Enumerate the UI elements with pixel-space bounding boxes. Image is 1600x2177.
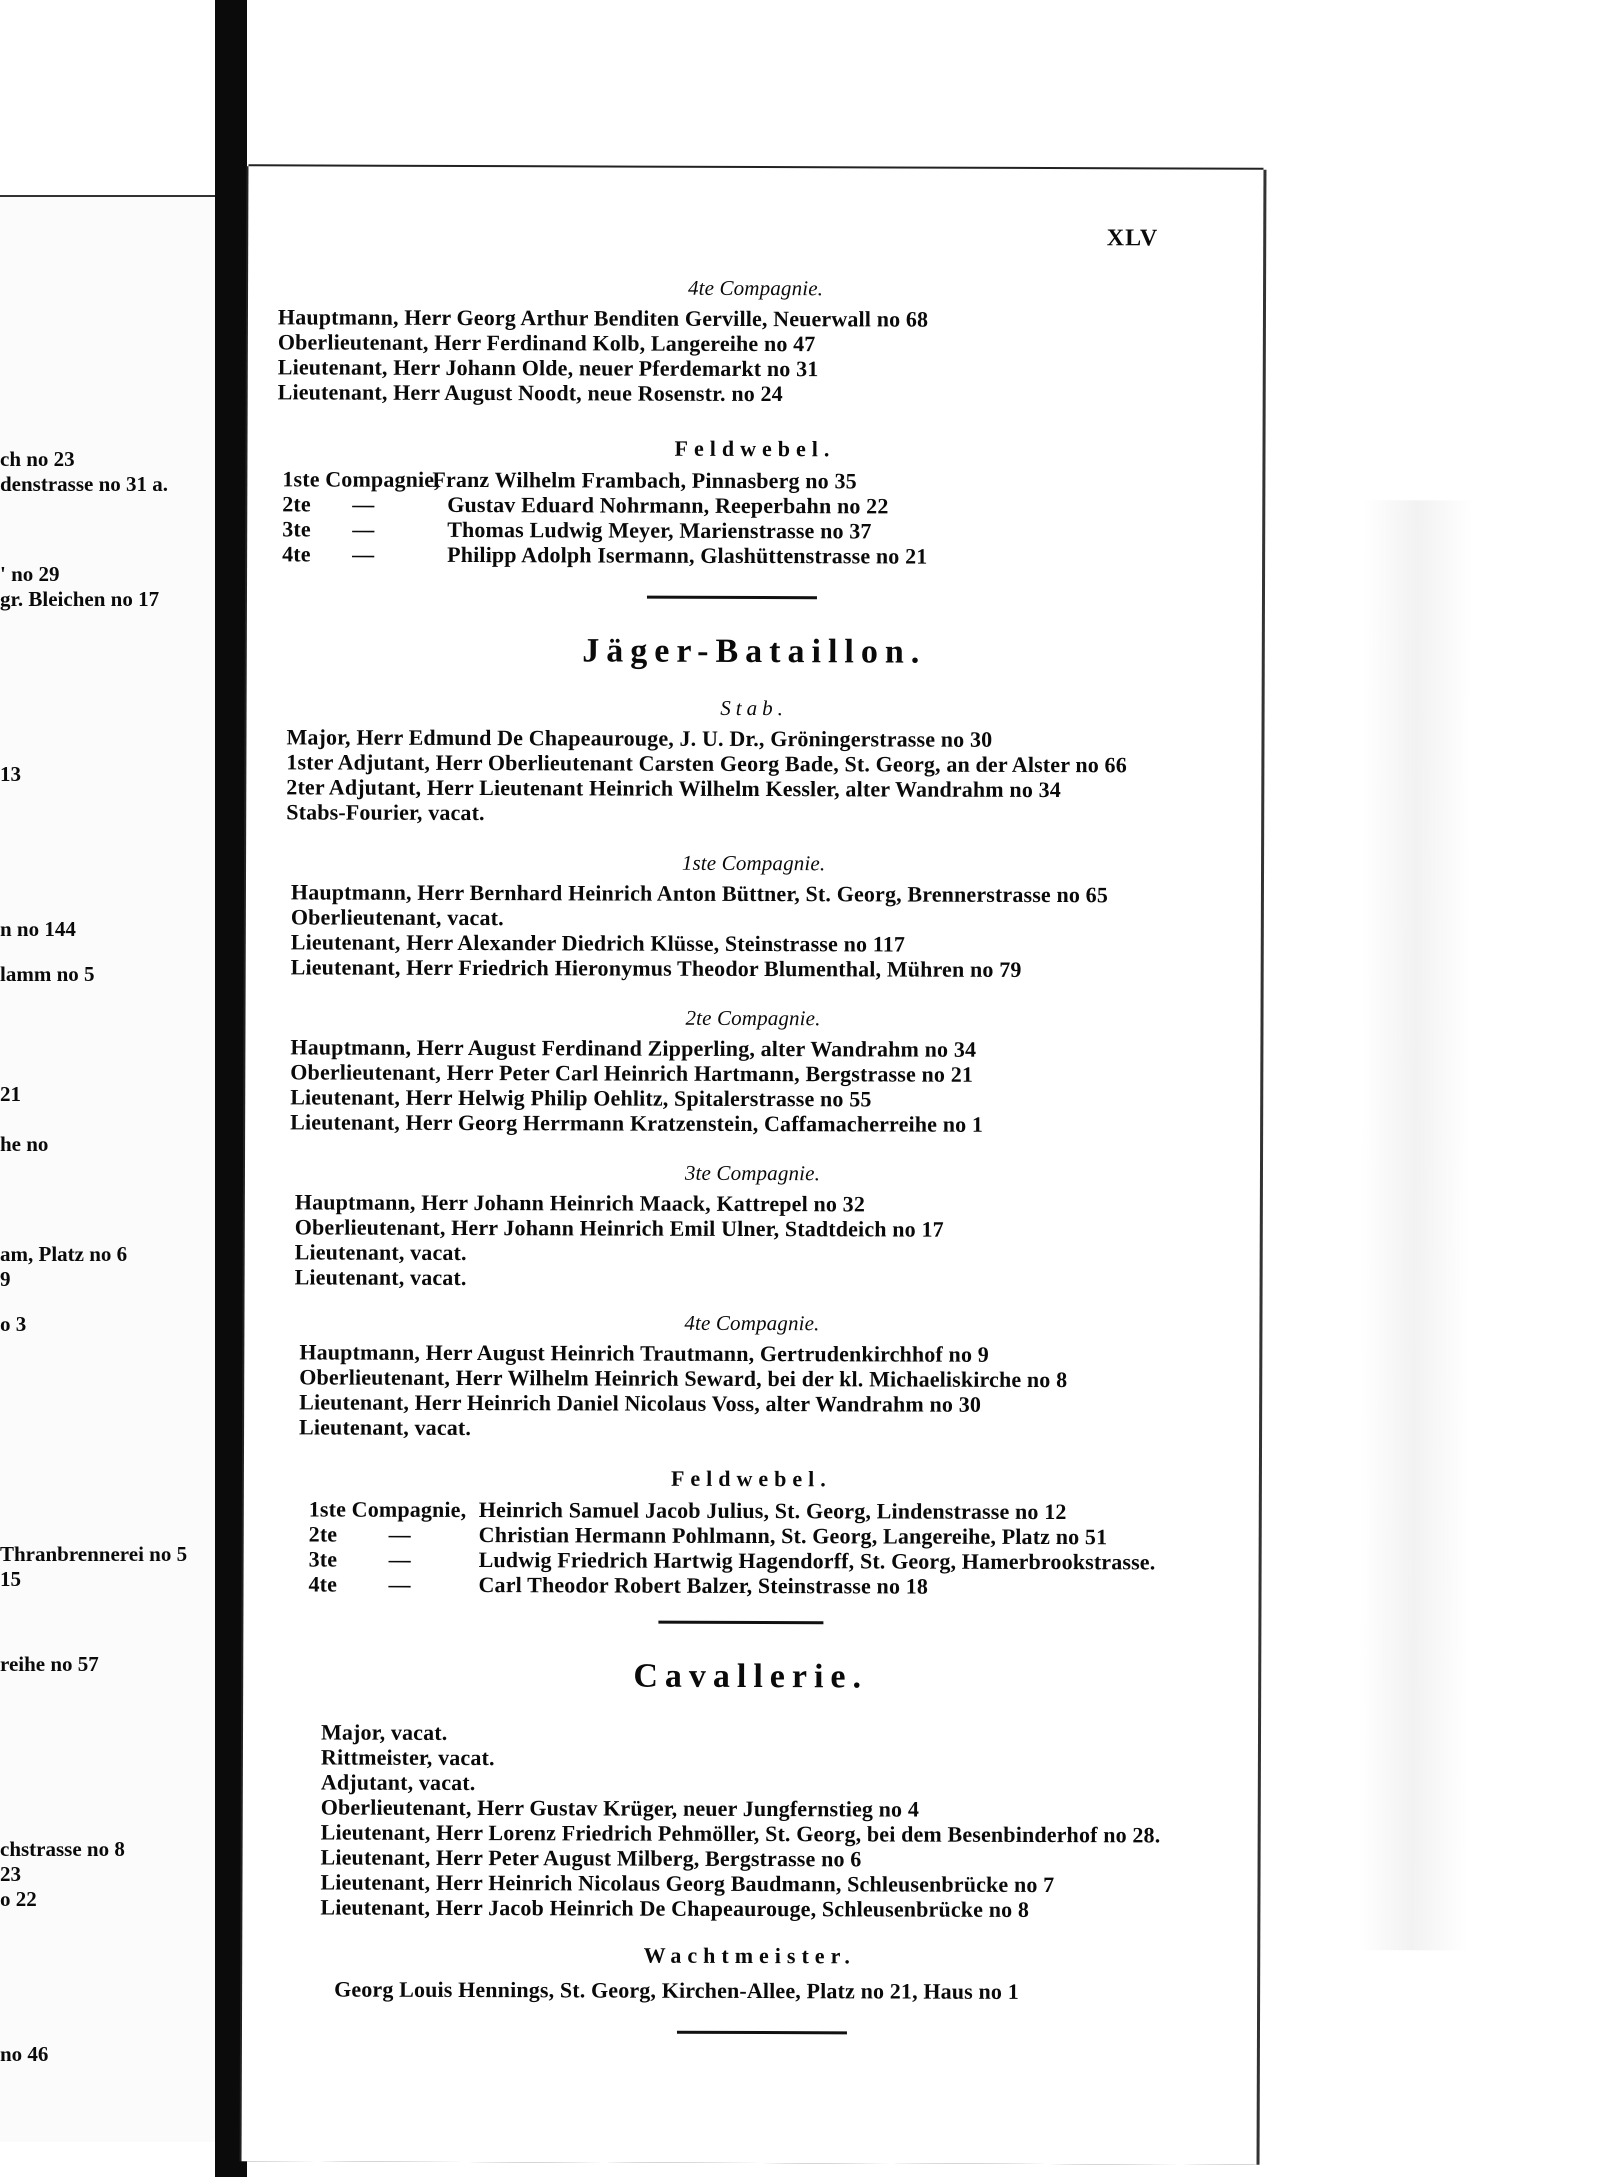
officer-line: Lieutenant, vacat. bbox=[294, 1264, 467, 1291]
divider-rule bbox=[658, 1621, 823, 1625]
officer-line: Hauptmann, Herr Johann Heinrich Maack, Kattrepel no 32 bbox=[294, 1189, 866, 1217]
officer-line: Lieutenant, Herr Jacob Heinrich De Chapeaurouge, Schleusenbrücke no 8 bbox=[320, 1894, 1030, 1922]
jaeger-title: Jäger-Bataillon. bbox=[582, 632, 927, 671]
left-fragment: Thranbrennerei no 5 bbox=[0, 1542, 188, 1566]
officer-line: Oberlieutenant, Herr Gustav Krüger, neuer Jungfernstieg no 4 bbox=[320, 1794, 920, 1822]
section-heading: 4te Compagnie. bbox=[684, 1310, 820, 1336]
officer-line: Oberlieutenant, Herr Wilhelm Heinrich Seward, bei der kl. Michaeliskirche no 8 bbox=[299, 1364, 1068, 1393]
section-heading: 2te Compagnie. bbox=[685, 1005, 821, 1031]
officer-line: 2ter Adjutant, Herr Lieutenant Heinrich Wilhelm Kessler, alter Wandrahm no 34 bbox=[286, 774, 1061, 803]
officer-line: Oberlieutenant, Herr Peter Carl Heinrich Hartmann, Bergstrasse no 21 bbox=[290, 1059, 974, 1087]
feldwebel-name: Heinrich Samuel Jacob Julius, St. Georg, Lindenstrasse no 12 bbox=[478, 1497, 1067, 1525]
left-fragment: 23 bbox=[0, 1862, 21, 1886]
left-fragment: reihe no 57 bbox=[0, 1652, 99, 1676]
feldwebel-row bbox=[282, 491, 888, 519]
page-number: XLV bbox=[1106, 225, 1159, 252]
stab-heading: Stab. bbox=[720, 695, 788, 721]
officer-line: Lieutenant, Herr Lorenz Friedrich Pehmöller, St. Georg, bei dem Besenbinderhof no 28. bbox=[320, 1819, 1161, 1848]
officer-line: Rittmeister, vacat. bbox=[320, 1744, 495, 1771]
cavallerie-title: Cavallerie. bbox=[633, 1657, 869, 1696]
feldwebel-heading: Feldwebel. bbox=[670, 1465, 832, 1492]
officer-line: Major, vacat. bbox=[320, 1719, 448, 1745]
left-fragment: ' no 29 bbox=[0, 562, 60, 586]
ditto-dash: — bbox=[388, 1521, 411, 1547]
left-fragment: 21 bbox=[0, 1082, 21, 1106]
left-fragment: gr. Bleichen no 17 bbox=[0, 587, 160, 611]
feldwebel-name: Thomas Ludwig Meyer, Marienstrasse no 37 bbox=[447, 516, 872, 544]
ditto-dash: — bbox=[388, 1571, 411, 1597]
officer-line: Oberlieutenant, Herr Ferdinand Kolb, Langereihe no 47 bbox=[277, 329, 816, 357]
feldwebel-name: Gustav Eduard Nohrmann, Reeperbahn no 22 bbox=[447, 491, 889, 519]
feldwebel-row bbox=[282, 541, 927, 569]
feldwebel-heading: Feldwebel. bbox=[674, 435, 836, 462]
divider-rule bbox=[677, 2031, 847, 2035]
show-through bbox=[1357, 500, 1472, 1950]
left-page bbox=[0, 195, 225, 2142]
officer-line: Hauptmann, Herr Georg Arthur Benditen Gerville, Neuerwall no 68 bbox=[277, 304, 929, 332]
left-fragment: n no 144 bbox=[0, 917, 76, 941]
left-fragment: 9 bbox=[0, 1267, 11, 1291]
officer-line: Major, Herr Edmund De Chapeaurouge, J. U. Dr., Gröningerstrasse no 30 bbox=[286, 724, 993, 752]
feldwebel-row bbox=[282, 516, 871, 544]
officer-line: Lieutenant, Herr Heinrich Daniel Nicolaus Voss, alter Wandrahm no 30 bbox=[299, 1389, 982, 1417]
wachtmeister-heading: Wachtmeister. bbox=[643, 1942, 856, 1969]
section-heading: 1ste Compagnie. bbox=[681, 850, 826, 876]
officer-line: Hauptmann, Herr August Heinrich Trautmann, Gertrudenkirchhof no 9 bbox=[299, 1339, 989, 1367]
section-heading: 3te Compagnie. bbox=[684, 1160, 821, 1186]
officer-line: Hauptmann, Herr Bernhard Heinrich Anton Büttner, St. Georg, Brennerstrasse no 65 bbox=[290, 879, 1109, 908]
feldwebel-name: Carl Theodor Robert Balzer, Steinstrasse no 18 bbox=[478, 1572, 929, 1599]
officer-line: Lieutenant, Herr Georg Herrmann Kratzenstein, Caffamacherreihe no 1 bbox=[290, 1109, 984, 1137]
left-fragment: 15 bbox=[0, 1567, 21, 1591]
feldwebel-row bbox=[308, 1571, 928, 1599]
company-label: 1ste Compagnie, bbox=[308, 1496, 467, 1523]
feldwebel-row bbox=[282, 466, 857, 494]
feldwebel-name: Christian Hermann Pohlmann, St. Georg, Langereihe, Platz no 51 bbox=[478, 1522, 1108, 1550]
officer-line: Oberlieutenant, Herr Johann Heinrich Emil Ulner, Stadtdeich no 17 bbox=[294, 1214, 944, 1242]
company-label: 1ste Compagnie, bbox=[282, 466, 440, 492]
company-label: 4te bbox=[308, 1571, 338, 1597]
divider-rule bbox=[647, 596, 817, 600]
left-fragment: no 46 bbox=[0, 2042, 49, 2066]
company-label: 2te bbox=[308, 1521, 338, 1547]
officer-line: Lieutenant, Herr Peter August Milberg, Bergstrasse no 6 bbox=[320, 1844, 862, 1872]
company-label: 4te bbox=[282, 541, 311, 567]
officer-line: Adjutant, vacat. bbox=[320, 1769, 476, 1796]
left-fragment: he no bbox=[0, 1132, 49, 1156]
company-label: 3te bbox=[308, 1546, 338, 1572]
ditto-dash: — bbox=[388, 1546, 411, 1572]
left-fragment: o 3 bbox=[0, 1312, 27, 1336]
ditto-dash: — bbox=[352, 516, 375, 542]
officer-line: Lieutenant, Herr August Noodt, neue Rosenstr. no 24 bbox=[277, 379, 783, 407]
officer-line: Lieutenant, Herr Johann Olde, neuer Pferdemarkt no 31 bbox=[277, 354, 819, 382]
officer-line: Lieutenant, Herr Friedrich Hieronymus Theodor Blumenthal, Mühren no 79 bbox=[290, 954, 1022, 982]
section-heading: 4te Compagnie. bbox=[687, 275, 824, 301]
feldwebel-name: Franz Wilhelm Frambach, Pinnasberg no 35 bbox=[432, 466, 857, 494]
company-label: 2te bbox=[282, 491, 311, 517]
left-fragment: ch no 23 bbox=[0, 447, 75, 471]
left-fragment: chstrasse no 8 bbox=[0, 1837, 125, 1861]
officer-line: Lieutenant, vacat. bbox=[294, 1239, 467, 1266]
feldwebel-row bbox=[309, 1496, 1067, 1525]
officer-line: Lieutenant, vacat. bbox=[299, 1414, 472, 1441]
wachtmeister-line: Georg Louis Hennings, St. Georg, Kirchen-Allee, Platz no 21, Haus no 1 bbox=[334, 1976, 1019, 2004]
officer-line: Lieutenant, Herr Heinrich Nicolaus Georg Baudmann, Schleusenbrücke no 7 bbox=[320, 1869, 1055, 1898]
left-fragment: denstrasse no 31 a. bbox=[0, 472, 169, 496]
officer-line: Oberlieutenant, vacat. bbox=[290, 904, 504, 931]
right-page bbox=[242, 166, 1264, 2165]
left-fragment: am, Platz no 6 bbox=[0, 1242, 128, 1266]
feldwebel-name: Philipp Adolph Isermann, Glashüttenstrasse no 21 bbox=[447, 541, 928, 569]
ditto-dash: — bbox=[352, 541, 375, 567]
company-label: 3te bbox=[282, 516, 311, 542]
left-fragment: 13 bbox=[0, 762, 21, 786]
officer-line: 1ster Adjutant, Herr Oberlieutenant Carsten Georg Bade, St. Georg, an der Alster no 66 bbox=[286, 749, 1127, 778]
officer-line: Stabs-Fourier, vacat. bbox=[286, 799, 485, 826]
left-fragment: lamm no 5 bbox=[0, 962, 95, 986]
officer-line: Lieutenant, Herr Alexander Diedrich Klüsse, Steinstrasse no 117 bbox=[290, 929, 906, 957]
officer-line: Lieutenant, Herr Helwig Philip Oehlitz, Spitalerstrasse no 55 bbox=[290, 1084, 872, 1112]
feldwebel-name: Ludwig Friedrich Hartwig Hagendorff, St. Georg, Hamerbrookstrasse. bbox=[478, 1547, 1156, 1575]
left-fragment: o 22 bbox=[0, 1887, 37, 1911]
ditto-dash: — bbox=[352, 491, 375, 517]
officer-line: Hauptmann, Herr August Ferdinand Zipperling, alter Wandrahm no 34 bbox=[290, 1034, 977, 1062]
